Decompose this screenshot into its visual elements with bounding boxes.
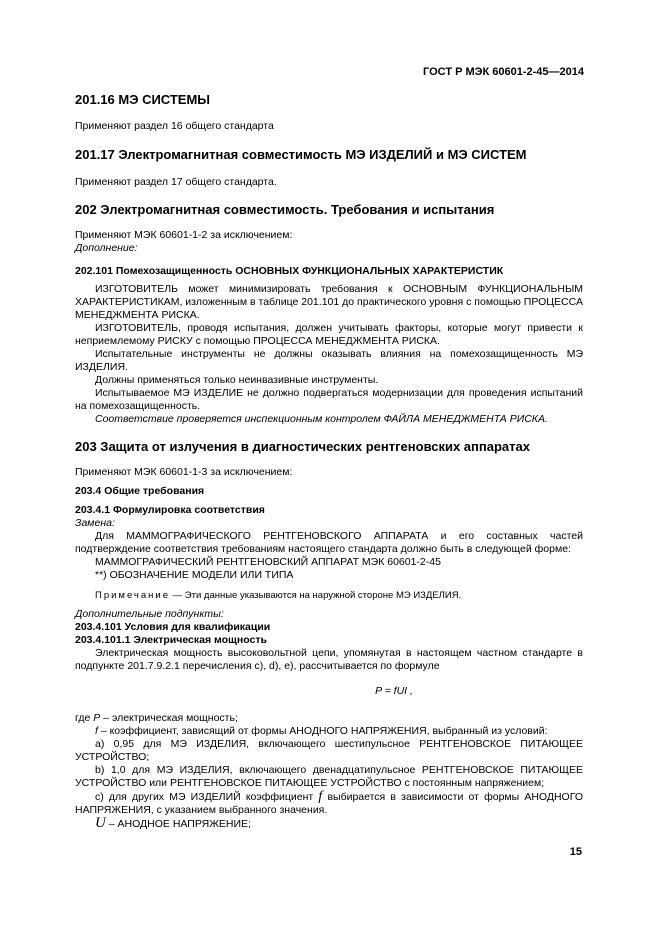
where-line xyxy=(75,712,583,725)
text-202-addition: Дополнение: xyxy=(75,242,138,254)
text-202-applies: Применяют МЭК 60601-1-2 за исключением: xyxy=(75,229,293,241)
item-a: a) 0,95 для МЭ ИЗДЕЛИЯ, включающего шестипульсное РЕНТГЕНОВСКОЕ ПИТАЮЩЕЕ УСТРОЙСТВО; xyxy=(75,738,583,763)
heading-201-16: 201.16 МЭ СИСТЕМЫ xyxy=(75,92,211,107)
paragraph-202-4: Должны применяться только неинвазивные инструменты. xyxy=(95,374,379,386)
symbol-f-inline: f xyxy=(318,789,323,804)
note-text: — Эти данные указываются на наружной стороне МЭ ИЗДЕЛИЯ. xyxy=(170,590,462,601)
paragraph-202-5: Испытываемое МЭ ИЗДЕЛИЕ не должно подвергаться модернизации для проведения испытаний на помехозащищенность. xyxy=(75,387,583,412)
u-definition xyxy=(75,817,583,831)
heading-202: 202 Электромагнитная совместимость. Требования и испытания xyxy=(75,202,495,217)
text-203-applies: Применяют МЭК 60601-1-3 за исключением: xyxy=(75,466,293,478)
symbol-p: P xyxy=(93,712,101,724)
where-text: – электрическая мощность; xyxy=(100,712,238,724)
item-c xyxy=(75,790,583,817)
text-replacement: Замена: xyxy=(75,517,115,529)
item-c-pre: с) для других МЭ ИЗДЕЛИЙ коэффициент xyxy=(95,791,319,803)
paragraph-202-2: ИЗГОТОВИТЕЛЬ, проводя испытания, должен учитывать факторы, которые могут привести к неприемлемому РИСКУ с помощью ПРОЦЕССА МЕНЕДЖМЕНТА РИСКА. xyxy=(75,322,583,347)
f-text: – коэффициент, зависящий от формы АНОДНОГО НАПРЯЖЕНИЯ, выбранный из условий: xyxy=(97,725,548,737)
text-201-17: Применяют раздел 17 общего стандарта. xyxy=(75,176,277,188)
where-prefix: где xyxy=(75,712,94,724)
paragraph-202-1: ИЗГОТОВИТЕЛЬ может минимизировать требования к ОСНОВНЫМ ФУНКЦИОНАЛЬНЫМ ХАРАКТЕРИСТИКАМ, изложенным в таблице 201.101 до практического уровня с помощью ПРОЦЕССА МЕНЕДЖМЕНТА РИСКА. xyxy=(75,283,583,321)
note xyxy=(75,589,583,602)
declaration-line-2: **) ОБОЗНАЧЕНИЕ МОДЕЛИ ИЛИ ТИПА xyxy=(95,569,294,581)
symbol-f: f xyxy=(95,725,98,737)
heading-203: 203 Защита от излучения в диагностических рентгеновских аппаратах xyxy=(75,439,530,454)
document-id: ГОСТ Р МЭК 60601-2-45—2014 xyxy=(423,66,584,78)
item-c-post: выбирается в зависимости от формы АНОДНОГО НАПРЯЖЕНИЯ, с указанием выбранного значения. xyxy=(75,791,583,816)
heading-202-101: 202.101 Помехозащищенность ОСНОВНЫХ ФУНКЦИОНАЛЬНЫХ ХАРАКТЕРИСТИК xyxy=(75,265,504,277)
note-label: Примечание xyxy=(95,590,170,601)
heading-203-4-101-1: 203.4.101.1 Электрическая мощность xyxy=(75,634,267,646)
text-additional: Дополнительные подпункты: xyxy=(75,608,224,620)
heading-203-4: 203.4 Общие требования xyxy=(75,485,205,497)
paragraph-203-2: Электрическая мощность высоковольтной цепи, упомянутая в настоящем частном стандарте в подпункте 201.7.9.2.1 перечисления с), d), е), рассчитывается по формуле xyxy=(75,647,583,672)
formula: P = fUI , xyxy=(375,685,413,697)
page-content xyxy=(75,92,583,831)
compliance-202: Соответствие проверяется инспекционным контролем ФАЙЛА МЕНЕДЖМЕНТА РИСКА. xyxy=(95,413,548,425)
heading-203-4-1: 203.4.1 Формулировка соответствия xyxy=(75,504,265,516)
heading-203-4-101: 203.4.101 Условия для квалификации xyxy=(75,621,271,633)
f-definition xyxy=(75,725,583,738)
declaration-line-1: МАММОГРАФИЧЕСКИЙ РЕНТГЕНОВСКИЙ АППАРАТ МЭК 60601-2-45 xyxy=(95,556,441,568)
text-201-16: Применяют раздел 16 общего стандарта xyxy=(75,120,274,132)
paragraph-202-3: Испытательные инструменты не должны оказывать влияния на помехозащищенность МЭ ИЗДЕЛИЯ. xyxy=(75,348,583,373)
heading-201-17: 201.17 Электромагнитная совместимость МЭ ИЗДЕЛИЙ и МЭ СИСТЕМ xyxy=(75,147,527,162)
u-text: – АНОДНОЕ НАПРЯЖЕНИЕ; xyxy=(105,818,251,830)
paragraph-203-1: Для МАММОГРАФИЧЕСКОГО РЕНТГЕНОВСКОГО АППАРАТА и его составных частей подтверждение соответствия требованиям настоящего стандарта должно быть в следующей форме: xyxy=(75,530,583,555)
page-number: 15 xyxy=(569,846,582,858)
item-b: b) 1,0 для МЭ ИЗДЕЛИЯ, включающего двенадцатипульсное РЕНТГЕНОВСКОЕ ПИТАЮЩЕЕ УСТРОЙСТВО или РЕНТГЕНОВСКОЕ ПИТАЮЩЕЕ УСТРОЙСТВО с постоянным напряжением; xyxy=(75,764,583,789)
symbol-u: U xyxy=(95,815,106,831)
